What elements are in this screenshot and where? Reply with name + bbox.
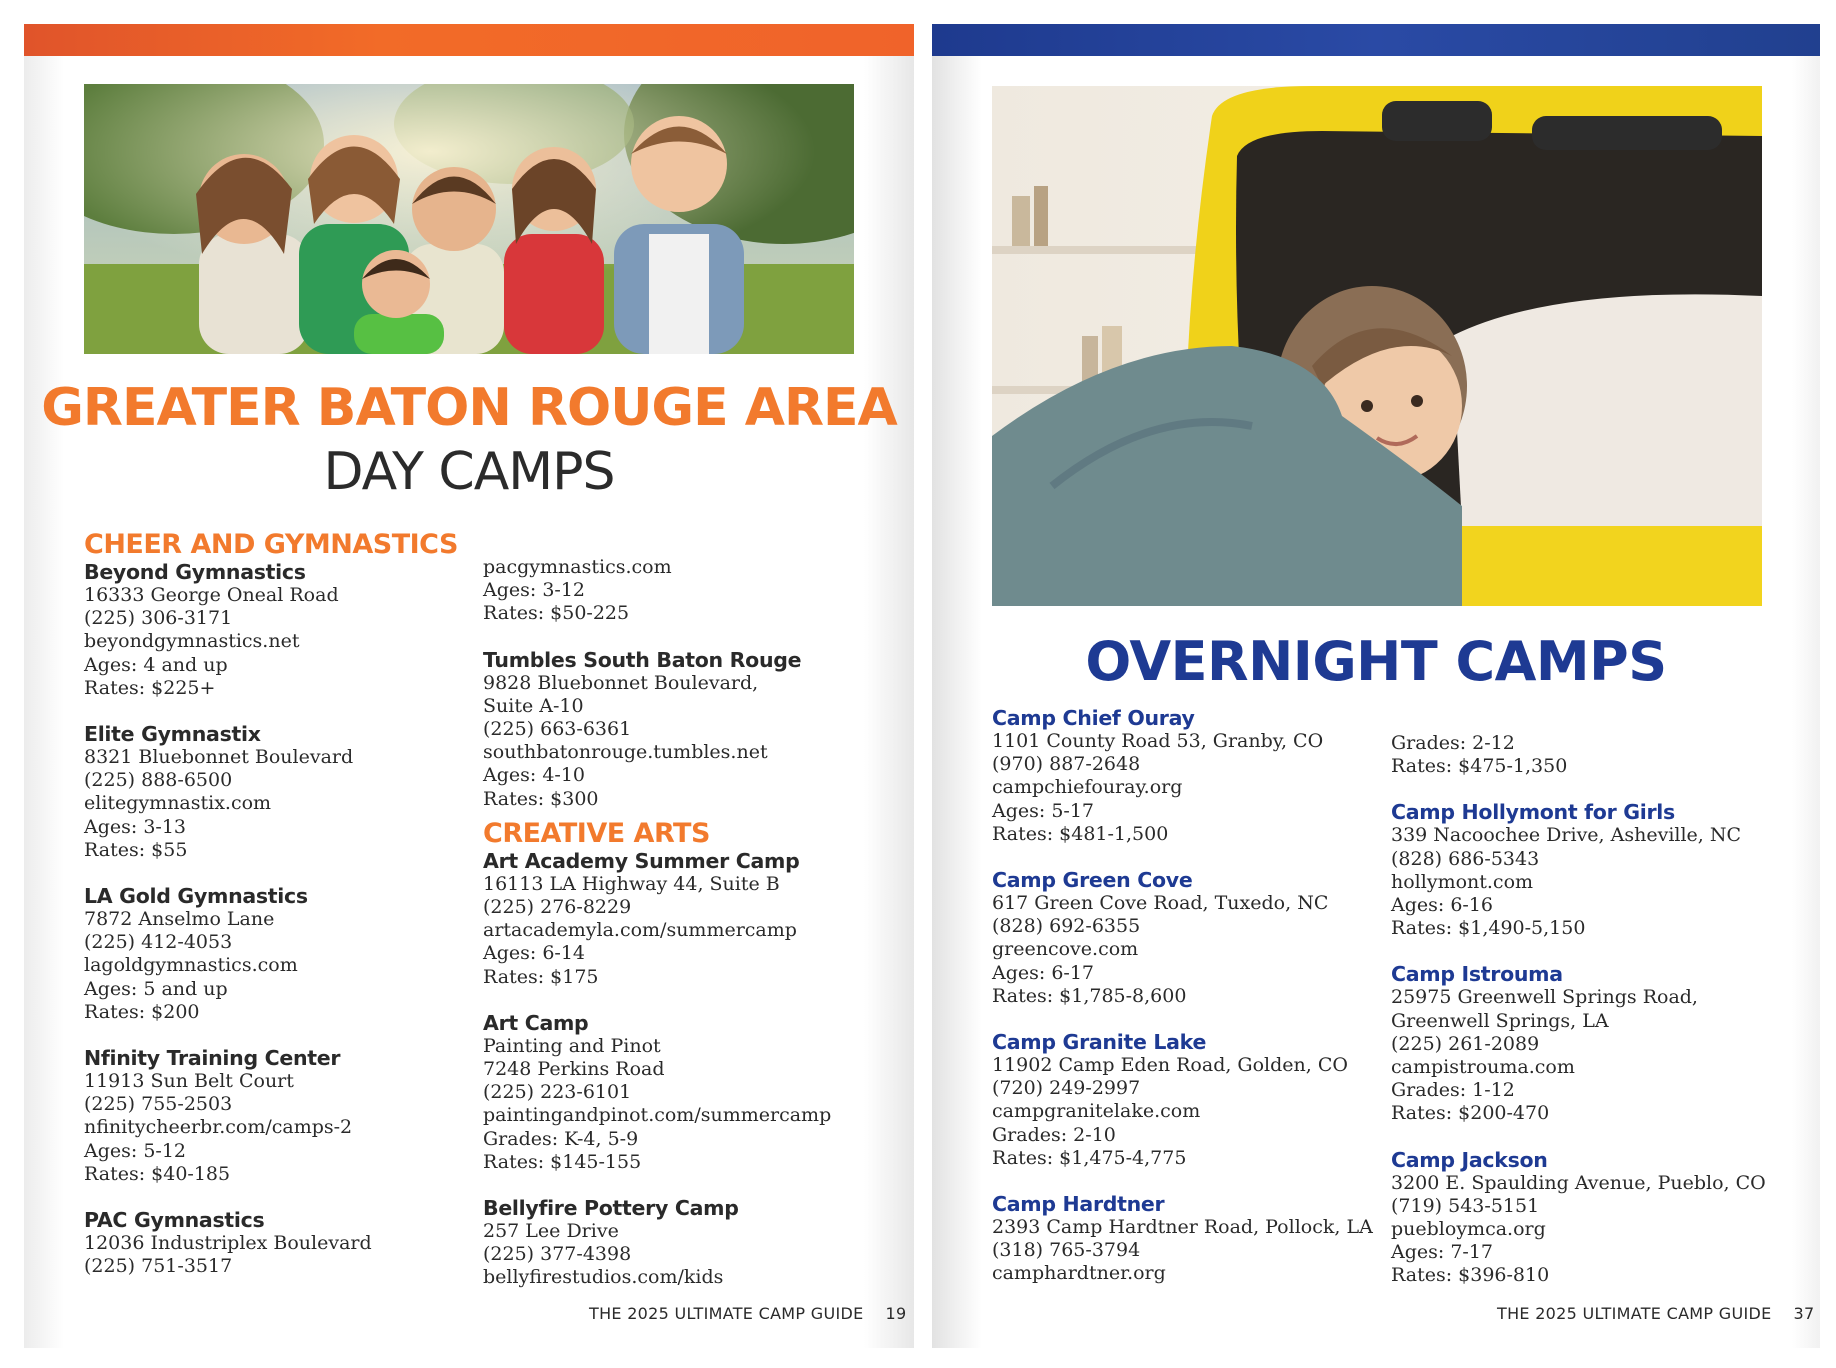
phone: (225) 663-6361 [483,718,632,741]
phone: (720) 249-2997 [992,1077,1141,1100]
camp-entry [483,849,883,989]
address: 11913 Sun Belt Court [84,1070,294,1093]
phone: (970) 887-2648 [992,753,1141,776]
address: 339 Nacoochee Drive, Asheville, NC [1391,824,1742,847]
camp-name: Elite Gymnastix [84,722,261,747]
camp-name: Beyond Gymnastics [84,560,306,584]
camp-name: PAC Gymnastics [84,1208,265,1233]
address: 257 Lee Drive [483,1220,619,1243]
guide-title: THE 2025 ULTIMATE CAMP GUIDE [589,1304,864,1323]
ages: Ages: 4 and up [84,653,228,676]
ages: Ages: 5-17 [992,799,1095,822]
right-column-1 [992,706,1392,1308]
website: campchiefouray.org [992,776,1183,799]
camp-name: Camp Chief Ouray [992,706,1195,730]
kids-group-photo [84,84,854,354]
camp-entry [992,706,1392,846]
rates: Rates: $1,785-8,600 [992,984,1187,1007]
address: 12036 Industriplex Boulevard [84,1232,372,1255]
phone: (225) 755-2503 [84,1093,233,1116]
camp-name: Camp Granite Lake [992,1030,1207,1055]
phone: (828) 692-6355 [992,915,1141,938]
camp-name: Camp Jackson [1391,1147,1548,1172]
camp-entry [992,1192,1392,1286]
grades: Grades: 2-12 [1391,732,1515,754]
rates: Rates: $1,490-5,150 [1391,917,1586,940]
phone: (225) 276-8229 [483,896,632,919]
address: 8321 Bluebonnet Boulevard [84,746,354,769]
rates: Rates: $175 [483,965,599,988]
website: beyondgymnastics.net [84,630,300,653]
rates: Rates: $300 [483,787,599,810]
rates: Rates: $145-155 [483,1150,642,1173]
camp-name: Camp Istrouma [1391,962,1563,987]
left-column-2 [483,556,883,1312]
grades: Grades: K-4, 5-9 [483,1127,639,1150]
website: elitegymnastix.com [84,792,272,815]
phone: (225) 412-4053 [84,931,233,954]
address: 9828 Bluebonnet Boulevard, [483,671,759,694]
rates: Rates: $396-810 [1391,1264,1550,1287]
camp-entry [1391,1148,1811,1288]
ages: Ages: 6-17 [992,961,1095,984]
website: artacademyla.com/summercamp [483,919,797,942]
ages: Ages: 5 and up [84,977,228,1000]
grades: Grades: 1-12 [1391,1079,1515,1102]
website: campgranitelake.com [992,1100,1201,1123]
address: 2393 Camp Hardtner Road, Pollock, LA [992,1216,1373,1239]
day-camps-heading: DAY CAMPS [323,442,615,502]
camp-entry [1391,800,1811,940]
address: 25975 Greenwell Springs Road, [1391,986,1698,1009]
overnight-camps-heading: OVERNIGHT CAMPS [1085,630,1667,693]
ages: Ages: 5-12 [84,1139,187,1162]
ages: Ages: 7-17 [1391,1241,1494,1264]
rates: Rates: $200-470 [1391,1102,1550,1125]
left-page [24,24,914,1348]
grades: Grades: 2-10 [992,1123,1116,1146]
phone: (225) 888-6500 [84,769,233,792]
address: 7872 Anselmo Lane [84,908,275,931]
camp-name: Bellyfire Pottery Camp [483,1196,739,1221]
rates: Rates: $40-185 [84,1162,231,1185]
phone: (719) 543-5151 [1391,1194,1540,1217]
child-in-suitcase-photo [992,86,1762,606]
guide-title: THE 2025 ULTIMATE CAMP GUIDE [1497,1304,1772,1323]
phone: (318) 765-3794 [992,1239,1141,1262]
page-number: 37 [1793,1304,1815,1323]
camp-name: LA Gold Gymnastics [84,884,308,909]
rates: Rates: $1,475-4,775 [992,1146,1187,1169]
rates: Rates: $55 [84,838,188,861]
right-column-2 [1391,732,1811,1310]
phone: (828) 686-5343 [1391,847,1540,870]
phone: (225) 306-3171 [84,607,233,630]
website: hollymont.com [1391,870,1534,893]
subtitle: Painting and Pinot [483,1034,661,1057]
camp-entry [1391,962,1811,1125]
phone: (225) 751-3517 [84,1255,233,1278]
website: southbatonrouge.tumbles.net [483,741,768,764]
camp-entry [84,722,464,862]
address: 617 Green Cove Road, Tuxedo, NC [992,892,1329,915]
address: 3200 E. Spaulding Avenue, Pueblo, CO [1391,1171,1766,1194]
camp-entry-continued [483,556,883,626]
ages: Ages: 4-10 [483,764,586,787]
camp-entry [483,648,883,811]
ages: Ages: 6-14 [483,942,586,965]
category-cheer-gymnastics: CHEER AND GYMNASTICS [84,529,458,560]
camp-entry-continued [1391,732,1811,778]
address: 1101 County Road 53, Granby, CO [992,730,1324,752]
website: lagoldgymnastics.com [84,954,298,977]
camp-name: Nfinity Training Center [84,1046,341,1071]
phone: (225) 377-4398 [483,1243,632,1266]
camp-name: Camp Hardtner [992,1192,1165,1217]
orange-header-bar [24,24,914,56]
camp-entry [992,868,1392,1008]
rates: Rates: $475-1,350 [1391,755,1568,778]
website: paintingandpinot.com/summercamp [483,1104,832,1127]
category-creative-arts: CREATIVE ARTS [483,817,710,849]
camp-name: Camp Hollymont for Girls [1391,800,1675,825]
address-city: Greenwell Springs, LA [1391,1009,1609,1032]
camp-entry [483,1011,883,1174]
camp-entry [84,1208,464,1278]
camp-name: Art Academy Summer Camp [483,848,800,873]
left-column-1 [84,530,464,1300]
right-page [932,24,1820,1348]
camp-name: Camp Green Cove [992,868,1193,893]
rates: Rates: $200 [84,1000,200,1023]
address: 16113 LA Highway 44, Suite B [483,872,780,895]
website: camphardtner.org [992,1262,1166,1285]
region-heading: GREATER BATON ROUGE AREA [41,378,897,438]
camp-name: Art Camp [483,1010,589,1035]
address-suite: Suite A-10 [483,694,584,717]
rates: Rates: $481-1,500 [992,822,1169,845]
website: nfinitycheerbr.com/camps-2 [84,1116,353,1139]
camp-entry [84,560,464,700]
website: campistrouma.com [1391,1056,1575,1079]
ages: Ages: 6-16 [1391,894,1494,917]
website: puebloymca.org [1391,1218,1546,1241]
page-footer [589,1304,906,1323]
website: pacgymnastics.com [483,556,672,578]
ages: Ages: 3-12 [483,579,586,602]
address: 7248 Perkins Road [483,1058,665,1081]
website: bellyfirestudios.com/kids [483,1266,724,1289]
camp-name: Tumbles South Baton Rouge [483,647,802,672]
address: 16333 George Oneal Road [84,584,339,606]
camp-entry [84,884,464,1024]
rates: Rates: $225+ [84,676,216,699]
page-number: 19 [885,1304,907,1323]
page-footer [1497,1304,1814,1323]
phone: (225) 261-2089 [1391,1032,1540,1055]
camp-entry [992,1030,1392,1170]
website: greencove.com [992,938,1139,961]
blue-header-bar [932,24,1820,56]
ages: Ages: 3-13 [84,815,187,838]
camp-entry [483,1196,883,1290]
camp-entry [84,1046,464,1186]
address: 11902 Camp Eden Road, Golden, CO [992,1054,1348,1077]
rates: Rates: $50-225 [483,602,630,625]
phone: (225) 223-6101 [483,1081,632,1104]
